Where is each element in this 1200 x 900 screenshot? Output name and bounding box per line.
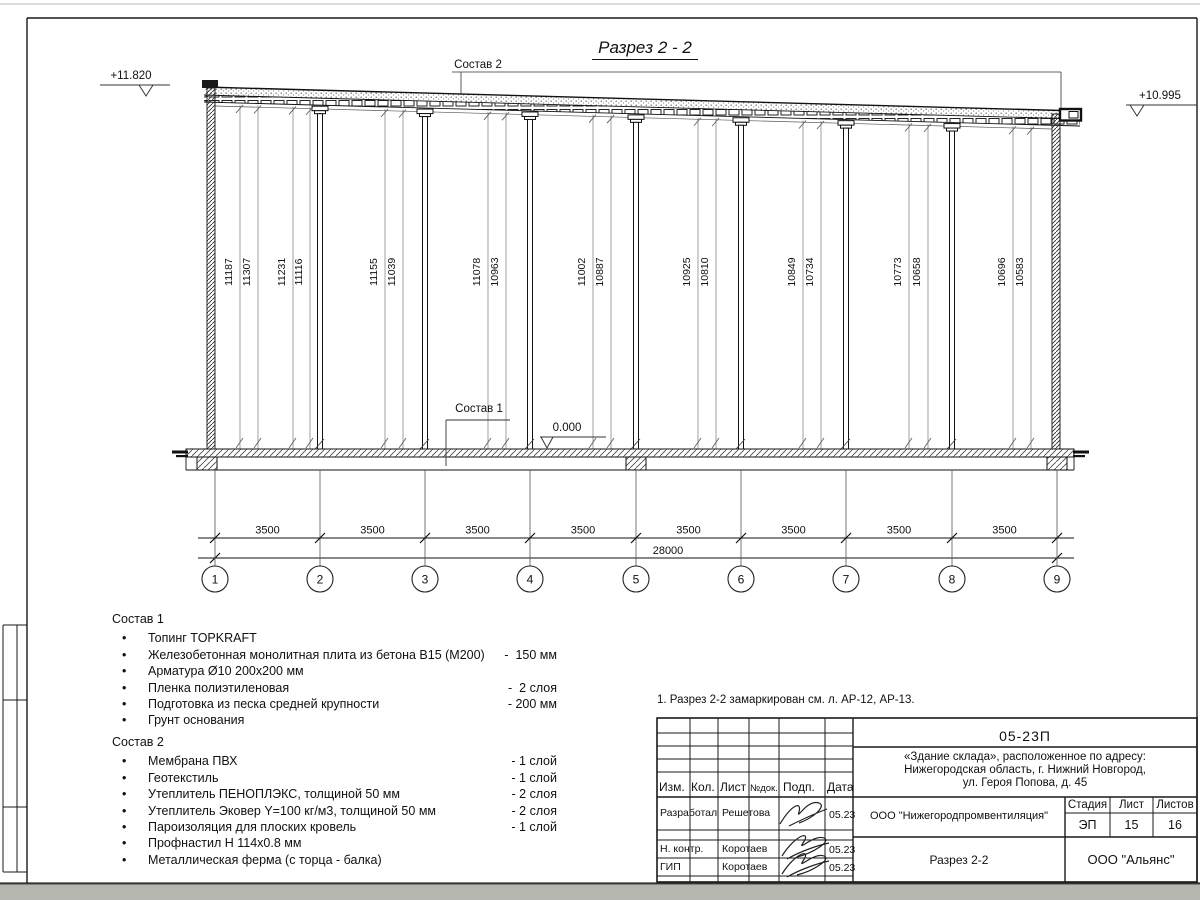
- bay-dim-label: 3500: [992, 524, 1017, 537]
- bottom-tick: [607, 438, 614, 448]
- bullet-icon: •: [122, 713, 127, 728]
- sostav-item-value: - 2 слоя: [511, 787, 557, 802]
- elev-zero-label: 0.000: [552, 422, 582, 434]
- top-tick: [502, 112, 509, 120]
- bay-dim-label: 3500: [781, 524, 806, 537]
- drawing-title: Разрез 2 - 2: [555, 38, 735, 58]
- dimension-ticks-labels: [210, 470, 1062, 566]
- sheet-title: Разрез 2-2: [929, 853, 989, 867]
- sostav1-callout: Состав 1: [455, 403, 503, 415]
- left-wall-cap: [202, 80, 218, 88]
- top-tick: [1027, 127, 1034, 135]
- axis-number: 7: [842, 572, 850, 587]
- height-label: 10773: [892, 257, 904, 287]
- columns: [312, 106, 960, 449]
- height-label: 10810: [699, 257, 711, 287]
- sostav-item-value: - 2 слоя: [511, 803, 557, 818]
- axis-number: 4: [526, 572, 534, 587]
- column-capital: [522, 112, 538, 117]
- height-label: 10658: [911, 257, 923, 287]
- row2-date: 05.23: [829, 844, 856, 856]
- column-capital: [944, 124, 960, 129]
- row1-role: Разработал: [660, 807, 718, 819]
- bottom-tick: [236, 438, 243, 448]
- stage-value: ЭП: [1078, 818, 1097, 832]
- bay-dim-label: 3500: [676, 524, 701, 537]
- measurement-verticals: [223, 105, 1034, 449]
- bottom-tick: [589, 438, 596, 448]
- top-tick: [589, 115, 596, 123]
- column-capital: [733, 118, 749, 123]
- row3-date: 05.23: [829, 862, 856, 874]
- col-izm: Изм.: [659, 780, 685, 794]
- bottom-tick: [289, 438, 296, 448]
- annotations: [100, 72, 1197, 466]
- org-name: ООО "Альянс": [1087, 852, 1175, 867]
- bottom-tick: [502, 438, 509, 448]
- height-label: 10734: [804, 257, 816, 287]
- column-shaft: [950, 131, 955, 449]
- height-label: 11116: [293, 258, 305, 286]
- sostav-item-text: Грунт основания: [148, 713, 245, 728]
- bullet-icon: •: [122, 664, 127, 679]
- top-tick: [381, 109, 388, 117]
- bottom-tick: [924, 438, 931, 448]
- bottom-tick: [484, 438, 491, 448]
- bottom-tick: [694, 438, 701, 448]
- bottom-tick: [905, 438, 912, 448]
- top-tick: [484, 112, 491, 120]
- bullet-icon: •: [122, 754, 127, 769]
- height-label: 11039: [386, 257, 398, 287]
- col-list: Лист: [720, 780, 747, 794]
- col-ndok: №док.: [750, 783, 778, 794]
- sostav-item-text: Утеплитель ПЕНОПЛЭКС, толщиной 50 мм: [148, 787, 400, 802]
- sostav-item-text: Мембрана ПВХ: [148, 754, 238, 769]
- column-shaft: [528, 119, 533, 449]
- column-capital: [417, 109, 433, 114]
- col-podp: Подп.: [783, 780, 815, 794]
- bottom-tick: [381, 438, 388, 448]
- sostav-item-value: - 150 мм: [504, 647, 557, 662]
- sostav1-header: Состав 1: [112, 612, 164, 626]
- top-tick: [694, 118, 701, 126]
- axis-bubbles: [202, 566, 1070, 592]
- sostav-item-text: Пароизоляция для плоских кровель: [148, 820, 357, 835]
- foundation-pad: [626, 457, 646, 470]
- axis-number: 5: [632, 572, 640, 587]
- height-label: 11078: [471, 257, 483, 287]
- bullet-icon: •: [122, 820, 127, 835]
- bottom-tick: [306, 438, 313, 448]
- right-wall: [1052, 114, 1060, 449]
- sostav-item: [112, 680, 559, 696]
- bay-dim-label: 3500: [360, 524, 385, 537]
- sostav-item: [112, 647, 559, 663]
- sostav-item: [112, 630, 559, 646]
- bottom-tick: [817, 438, 824, 448]
- bottom-tick: [1027, 438, 1034, 448]
- height-label: 11307: [241, 257, 253, 287]
- sostav-item-value: - 1 слой: [511, 754, 557, 769]
- axis-number: 8: [948, 572, 956, 587]
- sheet-label: Лист: [1119, 799, 1144, 811]
- row3-name: Коротаев: [722, 861, 768, 873]
- bullet-icon: •: [122, 680, 127, 695]
- left-wall: [207, 88, 215, 449]
- sostav-item-value: - 1 слой: [511, 770, 557, 785]
- bullet-icon: •: [122, 836, 127, 851]
- bottom-tick: [799, 438, 806, 448]
- sostav-item: [112, 712, 559, 728]
- sostav-item-text: Геотекстиль: [148, 770, 219, 785]
- sostav-item-text: Топинг TOPKRAFT: [148, 631, 257, 646]
- sostav-item: [112, 819, 559, 835]
- foundation-pad: [1047, 457, 1067, 470]
- row2-role: Н. контр.: [660, 843, 704, 855]
- sostav-item: [112, 770, 559, 786]
- elev-left-label: +11.820: [110, 70, 152, 82]
- column-shaft: [634, 122, 639, 449]
- height-label: 10887: [594, 257, 606, 287]
- top-tick: [1009, 126, 1016, 134]
- bullet-icon: •: [122, 803, 127, 818]
- height-label: 11002: [576, 257, 588, 287]
- bullet-icon: •: [122, 787, 127, 802]
- bullet-icon: •: [122, 852, 127, 867]
- sheets-label: Листов: [1156, 799, 1194, 811]
- height-label: 10696: [996, 257, 1008, 287]
- top-tick: [799, 120, 806, 128]
- axis-number: 2: [316, 572, 324, 587]
- sheet-note: 1. Разрез 2-2 замаркирован см. л. АР-12, АР-13.: [657, 694, 915, 706]
- row1-date: 05.23: [829, 809, 856, 821]
- height-label: 11187: [223, 258, 235, 286]
- column-shaft: [318, 114, 323, 449]
- top-tick: [607, 115, 614, 123]
- bullet-icon: •: [122, 631, 127, 646]
- col-data: Дата: [827, 780, 854, 794]
- doc-number: 05-23П: [999, 728, 1051, 744]
- sostav2-header: Состав 2: [112, 735, 164, 749]
- bay-dim-label: 3500: [570, 524, 596, 537]
- sostav-item-value: - 200 мм: [507, 697, 557, 712]
- company-name: ООО "Нижегородпромвентиляция": [869, 810, 1049, 822]
- row2-name: Коротаев: [722, 843, 768, 855]
- height-label: 10925: [681, 257, 693, 287]
- sostav-item: [112, 786, 559, 802]
- column-shaft: [844, 128, 849, 449]
- bay-dim-label: 3500: [465, 524, 490, 537]
- project-address-line2: Нижегородская область, г. Нижний Новгород,: [904, 764, 1146, 776]
- sostav-item-text: Железобетонная монолитная плита из бетона В15 (М200): [148, 647, 485, 662]
- height-label: 11155: [368, 258, 380, 286]
- bottom-tick: [1009, 438, 1016, 448]
- height-label: 10963: [489, 257, 501, 287]
- column-shaft: [739, 125, 744, 449]
- sostav-item: [112, 696, 559, 712]
- sostav-item: [112, 803, 559, 819]
- axis-number: 3: [421, 572, 429, 587]
- top-tick: [712, 118, 719, 126]
- side-stamp-boxes: [3, 625, 27, 872]
- column-shaft: [423, 117, 428, 449]
- sostav2-callout: Состав 2: [454, 59, 502, 71]
- sostav1-list: [112, 611, 559, 729]
- sostav-item-text: Пленка полиэтиленовая: [148, 680, 290, 695]
- axis-number: 1: [211, 572, 219, 587]
- top-tick: [236, 105, 243, 113]
- sostav-item: [112, 835, 559, 851]
- sostav2-list: [112, 734, 559, 868]
- bottom-tick: [712, 438, 719, 448]
- height-label: 10849: [786, 257, 798, 287]
- bullet-icon: •: [122, 770, 127, 785]
- column-capital: [312, 106, 328, 111]
- bottom-tick: [254, 438, 261, 448]
- bullet-icon: •: [122, 697, 127, 712]
- bullet-icon: •: [122, 647, 127, 662]
- project-address-line1: «Здание склада», расположенное по адресу:: [904, 751, 1146, 763]
- sostav-item: [112, 852, 559, 868]
- row1-name: Решетова: [722, 807, 771, 819]
- bay-dim-label: 3500: [886, 524, 912, 537]
- elev-right-label: +10.995: [1139, 90, 1181, 102]
- height-label: 10583: [1014, 257, 1026, 287]
- column-capital: [628, 115, 644, 120]
- bottom-tick: [399, 438, 406, 448]
- bay-dim-label: 3500: [255, 524, 280, 537]
- sostav-item-text: Металлическая ферма (с торца - балка): [148, 852, 382, 867]
- roof: [204, 87, 1081, 129]
- project-address-line3: ул. Героя Попова, д. 45: [962, 777, 1088, 789]
- top-tick: [254, 105, 261, 113]
- column-capital: [838, 121, 854, 126]
- top-tick: [905, 123, 912, 131]
- top-tick: [924, 124, 931, 132]
- top-tick: [817, 121, 824, 129]
- sostav-item-text: Арматура Ø10 200х200 мм: [148, 664, 304, 679]
- sostav-item-value: - 1 слой: [511, 820, 557, 835]
- foundation-pad: [197, 457, 217, 470]
- stage-label: Стадия: [1067, 799, 1108, 811]
- sostav-item: [112, 753, 559, 769]
- sostav-item-value: - 2 слоя: [508, 680, 557, 695]
- sostav-item-text: Утеплитель Эковер Y=100 кг/м3, толщиной 50 мм: [148, 803, 437, 818]
- row3-role: ГИП: [660, 861, 681, 873]
- sostav-item-text: Профнастил Н 114х0.8 мм: [148, 836, 302, 851]
- floor-slab: [186, 449, 1074, 457]
- axis-number: 9: [1053, 572, 1061, 587]
- total-dim-label: 28000: [652, 545, 684, 557]
- sostav-item-text: Подготовка из песка средней крупности: [148, 697, 380, 712]
- floor: [172, 449, 1089, 470]
- top-tick: [399, 109, 406, 117]
- sheet-value: 15: [1124, 818, 1139, 832]
- page-bottom-strip: [0, 885, 1200, 900]
- sostav-item: [112, 663, 559, 679]
- col-kol: Кол.: [691, 780, 715, 794]
- axis-number: 6: [737, 572, 745, 587]
- top-tick: [289, 106, 296, 114]
- height-label: 11231: [276, 257, 288, 287]
- sheets-value: 16: [1168, 818, 1182, 832]
